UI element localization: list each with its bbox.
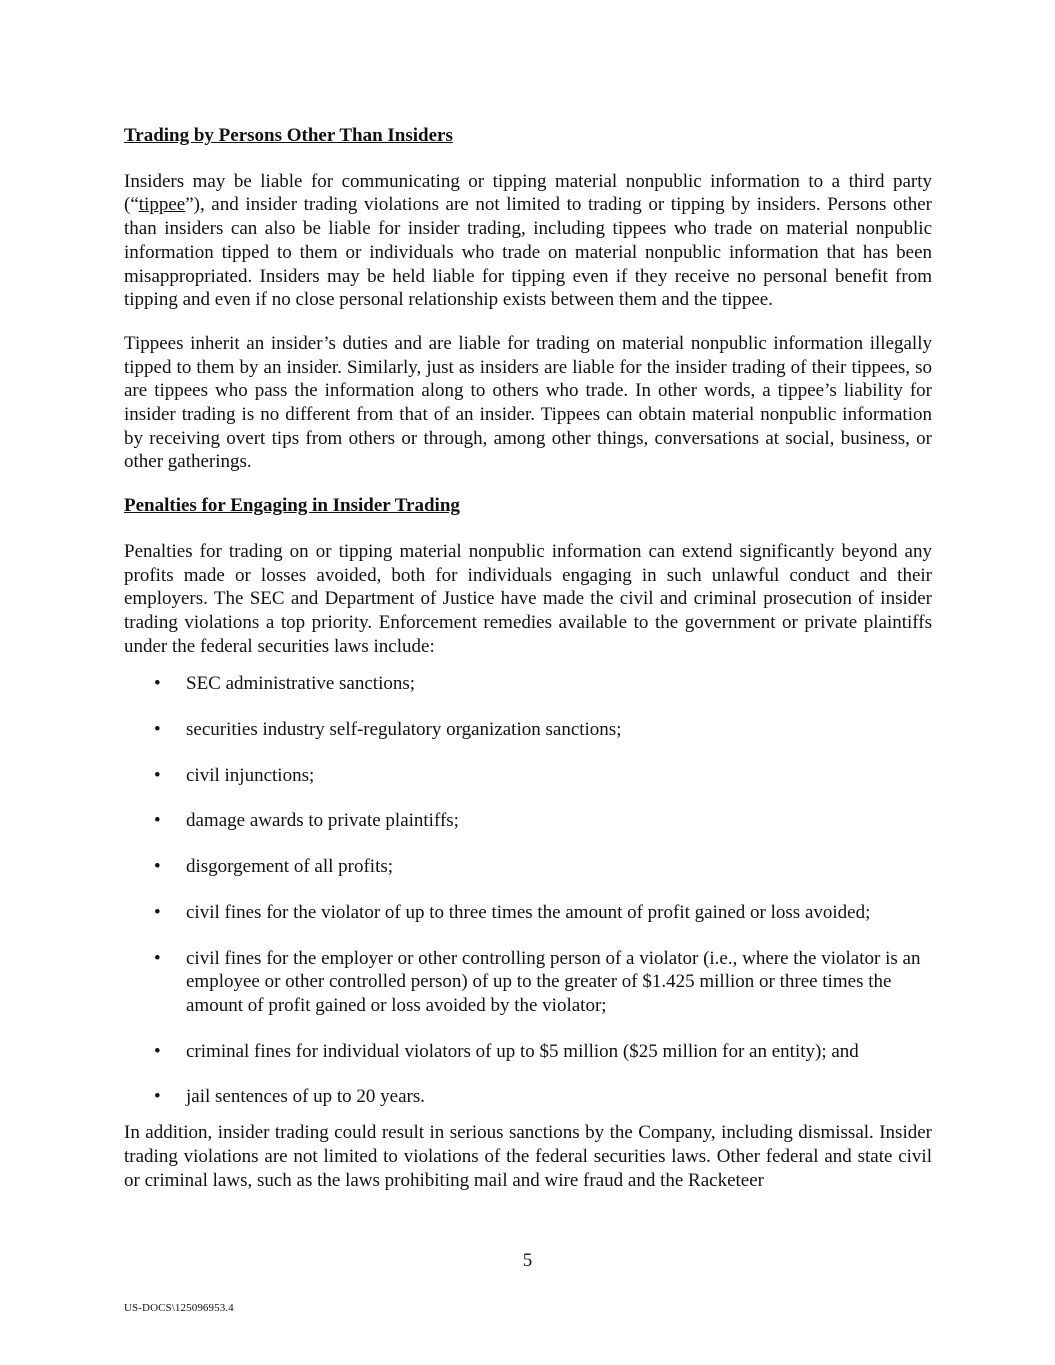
- list-item: • disgorgement of all profits;: [154, 856, 394, 878]
- bullet-icon: •: [154, 901, 161, 923]
- paragraph-text: Insiders may be liable for communicating or tipping material nonpublic information to a third party (“: [124, 170, 932, 216]
- list-item: • damage awards to private plaintiffs;: [154, 810, 459, 832]
- bullet-icon: •: [154, 764, 161, 786]
- paragraph-text: ”), and insider trading violations are not limited to trading or tipping by insiders. Persons other than insiders can also be liable for insider trading, including tippees who trade on material nonpublic information tipped to them or individuals who trade on material nonpublic information that has been misappropriated. Insiders may be held liable for tipping even if they receive no personal benefit from tipping and even if no close personal relationship exists between them and the tippee.: [124, 194, 932, 311]
- section-heading-penalties: Penalties for Engaging in Insider Trading: [124, 495, 460, 517]
- page-number: 5: [522, 1250, 533, 1271]
- list-item: • jail sentences of up to 20 years.: [154, 1086, 426, 1108]
- bullet-icon: •: [154, 1040, 161, 1062]
- remedies-list: [124, 672, 932, 1109]
- list-item: • civil injunctions;: [154, 764, 315, 786]
- paragraph-penalties: Penalties for trading on or tipping material nonpublic information can extend significantly beyond any profits made or losses avoided, both for individuals engaging in such unlawful conduct and their employers. The SEC and Department of Justice have made the civil and criminal prosecution of insider trading violations a top priority. Enforcement remedies available to the government or private plaintiffs under the federal securities laws include:: [124, 540, 932, 657]
- document-id: US-DOCS\125096953.4: [124, 1302, 234, 1314]
- paragraph-additional-sanctions: In addition, insider trading could result in serious sanctions by the Company, including dismissal. Insider trading violations are not limited to violations of the federal securities laws. Other federal and state civil or criminal laws, such as the laws prohibiting mail and wire fraud and the Racketeer: [124, 1122, 932, 1191]
- defined-term-tippee: tippee: [138, 194, 186, 216]
- paragraph-tippees: Tippees inherit an insider’s duties and are liable for trading on material nonpublic information illegally tipped to them by an insider. Similarly, just as insiders are liable for the insider trading of their tippees, so are tippees who pass the information along to others who trade. In other words, a tippee’s liability for insider trading is no different from that of an insider. Tippees can obtain material nonpublic information by receiving overt tips from others or through, among other things, conversations at social, business, or other gatherings.: [124, 332, 932, 473]
- bullet-icon: •: [154, 673, 161, 695]
- section-heading-trading-by-others: Trading by Persons Other Than Insiders: [124, 125, 453, 146]
- list-item: • criminal fines for individual violators of up to $5 million ($25 million for an entity); and: [154, 1040, 859, 1062]
- paragraph-tipping: [124, 170, 932, 312]
- list-item: • civil fines for the employer or other controlling person of a violator (i.e., where the violator is an employee or other controlled person) of up to the greater of $1.425 million or three times the amount of profit gained or loss avoided by the violator;: [154, 947, 921, 1016]
- list-item: • civil fines for the violator of up to three times the amount of profit gained or loss avoided;: [154, 901, 871, 923]
- list-item: • SEC administrative sanctions;: [154, 673, 416, 695]
- bullet-icon: •: [154, 810, 161, 832]
- bullet-icon: •: [154, 1086, 161, 1108]
- bullet-icon: •: [154, 719, 161, 741]
- bullet-icon: •: [154, 947, 161, 969]
- document-body: [124, 124, 932, 1192]
- bullet-icon: •: [154, 856, 161, 878]
- list-item: • securities industry self-regulatory organization sanctions;: [154, 719, 622, 741]
